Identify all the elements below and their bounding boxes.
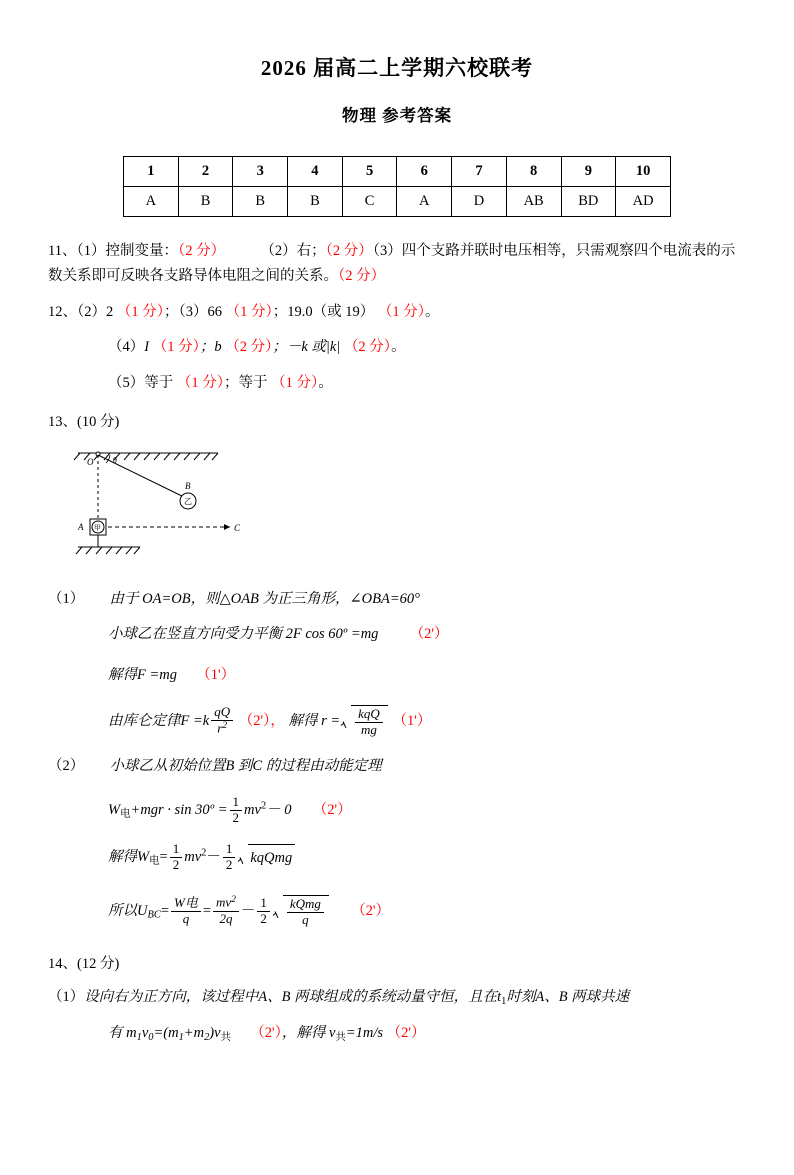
q13-frac-num: qQ: [211, 705, 233, 721]
q13-sqrt-num: kqQ: [355, 707, 383, 723]
q13-eq3-sq-den: q: [302, 911, 309, 927]
question-11: [48, 239, 746, 290]
q13-p1-coulomb-pre: 由库仑定律F =k: [108, 712, 210, 729]
table-cell-number: 10: [616, 157, 671, 187]
q12-l3-c: 。: [318, 374, 333, 391]
q14-l2-sub3: 1: [178, 1032, 184, 1044]
q13-eq2-sqrt-text: kqQmg: [248, 844, 295, 871]
q12-l1-score2: （1 分）: [225, 303, 273, 320]
q11-prefix: 11、（1）控制变量：: [48, 243, 178, 259]
table-cell-number: 3: [233, 157, 288, 187]
svg-text:乙: 乙: [184, 497, 192, 507]
svg-text:B: B: [185, 481, 191, 492]
table-cell-answer: A: [397, 187, 452, 217]
question-14-header: 14、(12 分): [48, 955, 120, 972]
q11-score-3: （2 分）: [338, 268, 386, 285]
q13-eq3-f1d: q: [182, 910, 190, 926]
q11-score-1: （2 分）: [177, 243, 226, 259]
q14-l2-sub6: 共: [335, 1032, 346, 1044]
q13-eq3-eq1: =: [160, 902, 170, 919]
q12-l1-score3: （1 分）: [377, 303, 425, 320]
svg-text:C: C: [234, 523, 241, 534]
q14-p1-number: （1）: [48, 989, 85, 1005]
q14-l2-score1: （2'）: [250, 1025, 282, 1042]
q14-part1-line2: [108, 1021, 746, 1047]
table-cell-answer: AB: [506, 187, 561, 217]
answer-sheet-page: [0, 52, 794, 1175]
q13-eq1-W: W: [108, 801, 121, 818]
table-cell-number: 5: [342, 157, 397, 187]
q13-eq2-f1d: 2: [172, 856, 180, 872]
q12-l1-b: ；（3）66: [164, 303, 222, 320]
q14-part1-line1: [48, 985, 746, 1011]
q13-eq2-sqrt: [238, 844, 295, 871]
question-12-line-3: [108, 371, 746, 396]
table-cell-number: 1: [124, 157, 179, 187]
q12-l2-I: I: [144, 339, 150, 356]
svg-text:A: A: [78, 522, 84, 533]
q13-eq3-frac3: [257, 896, 270, 927]
q13-eq3-minus: －: [240, 902, 256, 919]
q13-p1-line4-score2: （1'）: [392, 712, 432, 729]
table-row-numbers: [124, 157, 671, 187]
q12-l2-b: ；b: [199, 339, 222, 356]
q11-score-2: （2 分）: [325, 243, 373, 259]
q11-part2: （2）右；: [260, 243, 326, 259]
page-subtitle: 物理 参考答案: [341, 106, 453, 125]
q13-eq2-minus: －: [206, 848, 221, 865]
q13-eq1-frac-den: 2: [232, 809, 240, 825]
q13-frac-qQ-r2: [211, 705, 233, 737]
q13-sqrt-kqQ-mg: [341, 705, 388, 738]
q13-part2: [48, 754, 746, 779]
q13-eq1-score: （2'）: [312, 801, 352, 818]
q12-l2-score3: （2 分）: [343, 339, 392, 356]
q12-l2-score2: （2 分）: [225, 339, 273, 356]
q13-p1-line2-score: （2'）: [409, 626, 449, 642]
q13-eq2-f2d: 2: [225, 856, 233, 872]
q13-eq2-frac2: [223, 842, 236, 873]
table-row-answers: [124, 187, 671, 217]
q13-eq3-sqrt: [273, 895, 329, 928]
q13-eq3-f3n: 1: [257, 896, 270, 912]
q13-eq3-pre: 所以U: [108, 902, 148, 919]
q14-l2-g: =1m/s: [345, 1025, 384, 1042]
q12-l1-score1: （1 分）: [116, 303, 164, 320]
physics-diagram: [68, 443, 328, 563]
q12-l2-score1: （1 分）: [152, 339, 200, 356]
q13-eq2-mid: mv: [184, 848, 202, 865]
q14-l2-c: =(m: [153, 1025, 179, 1042]
table-cell-answer: BD: [561, 187, 616, 217]
table-cell-number: 7: [452, 157, 507, 187]
q13-eq3-sq-num: kQmg: [287, 897, 324, 913]
q13-p2-eq1: $W_电+mgr \cdot \sin$ 30º = $\frac{1}{2}$ $mv^2- 0$ （2'）: [108, 794, 352, 825]
q12-l3-a: （5）等于: [108, 374, 174, 391]
q14-l2-b: v: [141, 1025, 149, 1042]
q12-l1-c: ；19.0（或 19）: [272, 303, 375, 320]
q13-p2-number: （2）: [48, 757, 85, 774]
figure-13: [68, 443, 746, 572]
q12-l1-d: 。: [425, 303, 440, 320]
q13-frac-den: $r^2$: [217, 721, 228, 737]
q13-p2-eq2: 解得$W_电=$ $\frac{1}{2}$ $mv^2-$ $\frac{1}{2}$ kqQmg: [108, 842, 746, 873]
q13-p1-line1: 由于 OA=OB，则△OAB 为正三角形，∠OBA=60°: [109, 590, 420, 607]
table-cell-number: 9: [561, 157, 616, 187]
table-cell-answer: B: [178, 187, 233, 217]
q13-eq2-pre: 解得W: [108, 848, 150, 865]
q13-eq3-eq2: =: [202, 902, 212, 919]
q13-eq2-sub: 电: [149, 855, 160, 867]
q13-eq2-frac1: [170, 842, 183, 873]
q13-p1-line4-score1: （2'），: [238, 712, 285, 729]
table-cell-number: 4: [288, 157, 343, 187]
q13-eq3-frac2: [213, 895, 239, 927]
q13-p1-line3: [108, 663, 746, 688]
q14-l2-f: ，解得 v: [281, 1025, 336, 1042]
q13-p1-line3-text: 解得F =mg: [108, 667, 177, 684]
svg-text:甲: 甲: [94, 524, 101, 533]
question-13-header: 13、(10 分): [48, 413, 120, 430]
table-cell-number: 8: [506, 157, 561, 187]
q12-l1-a: 12、（2）2: [48, 303, 114, 320]
q14-l2-a: 有 m: [108, 1025, 137, 1042]
svg-text:θ: θ: [113, 456, 117, 466]
q12-l2-d: 。: [391, 339, 406, 356]
table-cell-answer: A: [124, 187, 179, 217]
q13-eq3-f2n: $mv^2$: [213, 895, 239, 912]
q13-p1-line2-text: 小球乙在竖直方向受力平衡 2F cos 60º =mg: [108, 626, 379, 642]
q13-eq3-sub: BC: [147, 909, 161, 921]
q12-l3-b: ；等于: [224, 374, 268, 391]
q13-eq1-sub: 电: [120, 808, 131, 820]
q12-l3-score2: （1 分）: [271, 374, 319, 391]
q11-part3: （3）四个支路并联时电压相等，只需观察四个电流表的示数关系即可反映各支路导体电阻之间的关系。: [48, 243, 736, 285]
q13-eq3-frac1: [171, 896, 201, 927]
q14-l2-sub2: 0: [148, 1032, 154, 1044]
q13-part1: [48, 587, 746, 612]
q14-p1-line1-b: 时刻A、B 两球共速: [506, 989, 630, 1005]
q14-p1-line1-a: 设向右为正方向，该过程中A、B 两球组成的系统动量守恒，且在t: [84, 989, 502, 1005]
q12-l2-a: （4）: [108, 339, 145, 356]
question-12-line-2: [108, 335, 746, 360]
page-title: 2026 届高二上学期六校联考: [260, 56, 534, 80]
table-cell-number: 2: [178, 157, 233, 187]
q13-eq2-f2n: 1: [223, 842, 236, 858]
q14-l2-sub5: 共: [220, 1032, 231, 1044]
answer-table: [123, 156, 671, 217]
q13-eq1-frac-num: 1: [230, 795, 243, 811]
table-cell-answer: C: [342, 187, 397, 217]
svg-text:O: O: [87, 457, 94, 468]
q13-eq1-tail: － 0: [266, 801, 292, 818]
q14-l2-score2: （2'）: [386, 1025, 426, 1042]
q13-eq1-post: mv: [244, 801, 261, 818]
q12-l3-score1: （1 分）: [176, 374, 224, 391]
question-12-line-1: [48, 300, 746, 325]
q14-l2-e: )v: [209, 1025, 221, 1042]
q14-l2-sub4: 2: [204, 1032, 210, 1044]
q13-eq2-f1n: 1: [170, 842, 183, 858]
table-cell-answer: AD: [616, 187, 671, 217]
table-cell-answer: D: [452, 187, 507, 217]
q13-p1-number: （1）: [48, 590, 85, 607]
q13-p2-line1: 小球乙从初始位置B 到C 的过程由动能定理: [109, 757, 382, 774]
q13-p2-eq3: [108, 895, 746, 928]
answers-body: [48, 239, 746, 1047]
q13-p1-line2: [108, 622, 746, 647]
q14-p1-line1-sub: 1: [501, 995, 507, 1007]
q13-eq3-score: （2'）: [351, 902, 391, 919]
q13-sqrt-den: mg: [361, 721, 377, 737]
q13-eq2-eq: =: [159, 848, 168, 865]
table-cell-number: 6: [397, 157, 452, 187]
q13-eq3-f2d: 2q: [219, 911, 233, 927]
q13-frac-den-text: r: [217, 721, 223, 737]
q12-l2-c: ；－k 或|k|: [272, 339, 341, 356]
table-cell-answer: B: [233, 187, 288, 217]
q13-p1-line3-score: （1'）: [196, 667, 236, 684]
q13-eq3-f3d: 2: [260, 910, 267, 926]
q14-l2-sub1: 1: [136, 1032, 142, 1044]
q13-p1-line4: [108, 705, 746, 738]
q13-eq1-mid: +mgr · sin 30º =: [130, 801, 228, 818]
q13-eq3-f1n: W电: [171, 896, 201, 912]
q13-eq1-frac: [230, 795, 243, 826]
q14-l2-d: +m: [183, 1025, 205, 1042]
q13-p1-line4-mid: 解得 r =: [288, 712, 341, 729]
table-cell-answer: B: [288, 187, 343, 217]
